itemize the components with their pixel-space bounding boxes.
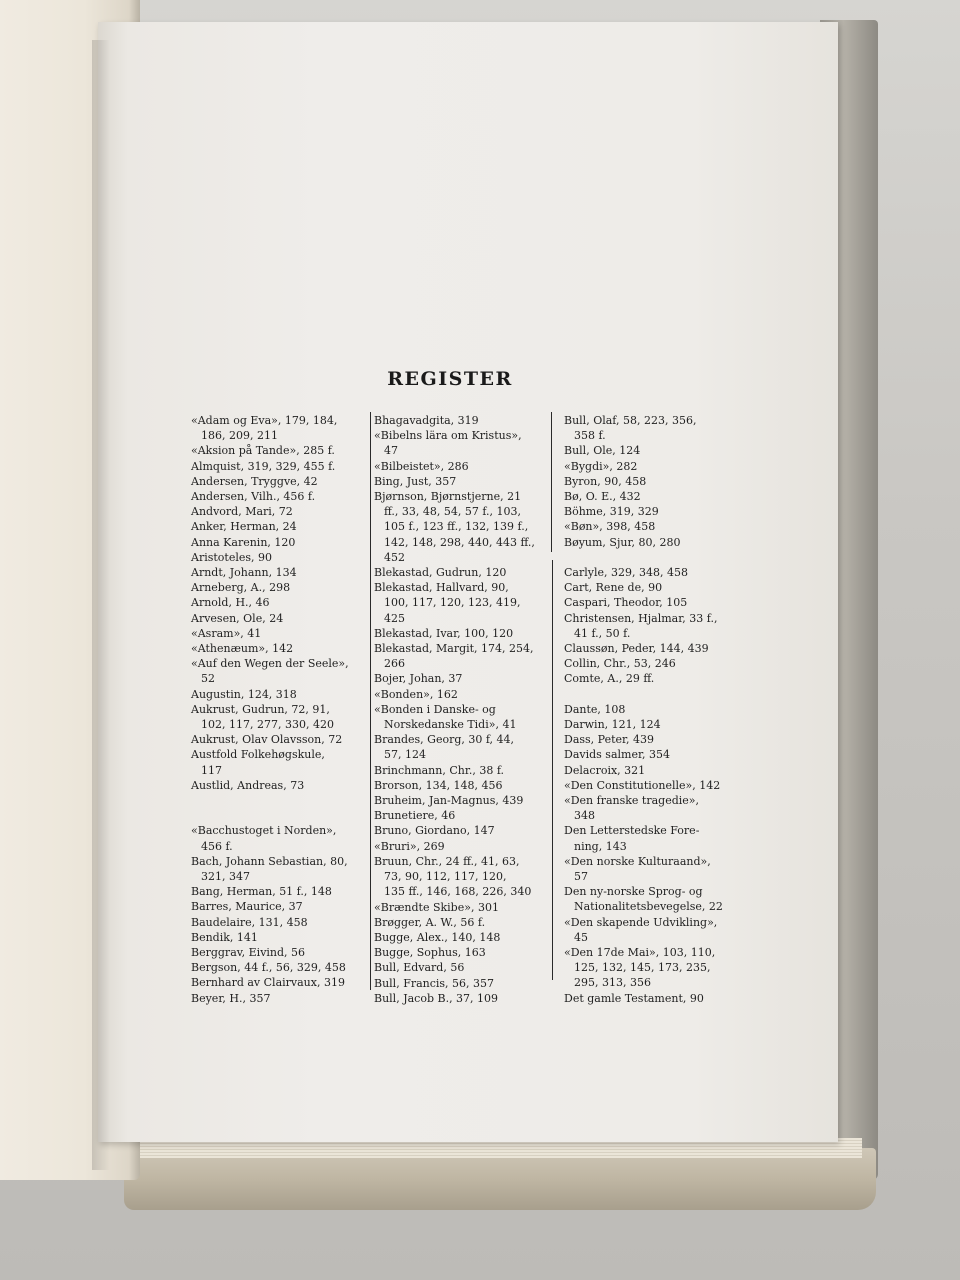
index-entry: [564, 474, 744, 489]
column-rule: [551, 412, 552, 552]
index-entry-line: «Brændte Skibe», 301: [374, 900, 499, 914]
index-entry-line: «Bonden», 162: [374, 687, 458, 701]
section-gap: [564, 687, 744, 702]
index-entry-continuation: 57: [574, 870, 588, 884]
index-entry-line: Bøyum, Sjur, 80, 280: [564, 535, 681, 549]
index-entry-continuation: 452: [384, 550, 405, 564]
index-entry: [374, 976, 552, 991]
index-entry: [191, 626, 369, 641]
index-entry: [564, 535, 744, 550]
index-entry: [564, 991, 744, 1006]
index-entry-line: «Auf den Wegen der Seele»,: [191, 657, 349, 671]
index-entry-line: Darwin, 121, 124: [564, 718, 661, 732]
index-entry-continuation: ning, 143: [574, 839, 627, 853]
index-entry: [564, 945, 744, 991]
index-entry-line: Brunetiere, 46: [374, 809, 456, 823]
index-entry-line: Berggrav, Eivind, 56: [191, 946, 306, 960]
index-entry-line: «Den franske tragedie»,: [564, 794, 700, 808]
index-entry-line: Austlid, Andreas, 73: [191, 778, 305, 792]
index-entry-line: Barres, Maurice, 37: [191, 900, 303, 914]
index-entry-line: Byron, 90, 458: [564, 474, 647, 488]
index-entry-line: Bang, Herman, 51 f., 148: [191, 885, 332, 899]
index-column-3: [564, 413, 744, 1006]
index-entry-continuation: 186, 209, 211: [201, 429, 278, 443]
index-entry-line: Caspari, Theodor, 105: [564, 596, 688, 610]
index-entry-line: Bruno, Giordano, 147: [374, 824, 495, 838]
index-entry: [564, 595, 744, 610]
index-entry: [191, 474, 369, 489]
index-entry: [191, 413, 369, 443]
index-entry: [191, 975, 369, 990]
index-entry: [374, 428, 552, 458]
index-entry-continuation: 321, 347: [201, 870, 250, 884]
index-entry: [564, 519, 744, 534]
index-entry-line: Arnold, H., 46: [191, 596, 270, 610]
index-entry-line: Arneberg, A., 298: [191, 581, 291, 595]
index-entry-line: Den ny-norske Sprog- og: [564, 885, 703, 899]
index-entry: [191, 443, 369, 458]
index-entry-line: Collin, Chr., 53, 246: [564, 657, 676, 671]
index-entry-line: Aukrust, Gudrun, 72, 91,: [191, 702, 330, 716]
index-entry-line: Austfold Folkehøgskule,: [191, 748, 325, 762]
index-entry-line: Aukrust, Olav Olavsson, 72: [191, 733, 343, 747]
index-entry: [191, 778, 369, 793]
index-entry: [191, 641, 369, 656]
index-entry-line: Beyer, H., 357: [191, 991, 271, 1005]
index-entry: [564, 641, 744, 656]
index-entry-continuation: Nationalitetsbevegelse, 22: [574, 900, 723, 914]
index-entry-continuation: 425: [384, 611, 405, 625]
index-entry-line: Blekastad, Margit, 174, 254,: [374, 642, 534, 656]
index-column-1: [191, 413, 369, 1006]
index-entry-line: Bruun, Chr., 24 ff., 41, 63,: [374, 854, 520, 868]
index-entry: [374, 808, 552, 823]
index-entry-line: Brøgger, A. W., 56 f.: [374, 915, 486, 929]
index-entry: [564, 732, 744, 747]
index-entry-line: «Den skapende Udvikling»,: [564, 915, 718, 929]
index-entry-line: «Aksion på Tande», 285 f.: [191, 444, 335, 458]
index-entry-line: «Bacchustoget i Norden»,: [191, 824, 337, 838]
index-entry-line: Bing, Just, 357: [374, 474, 457, 488]
index-entry: [191, 884, 369, 899]
index-entry: [191, 930, 369, 945]
index-entry-line: Aristoteles, 90: [191, 550, 273, 564]
index-entry-line: Bull, Olaf, 58, 223, 356,: [564, 414, 697, 427]
index-entry-continuation: ff., 33, 48, 54, 57 f., 103,: [384, 505, 522, 519]
index-entry: [564, 489, 744, 504]
index-entry: [564, 763, 744, 778]
index-entry: [564, 580, 744, 595]
index-entry-line: Bendik, 141: [191, 930, 258, 944]
index-entry: [374, 687, 552, 702]
index-entry: [191, 732, 369, 747]
index-entry-line: Augustin, 124, 318: [191, 687, 297, 701]
index-entry: [374, 839, 552, 854]
index-entry-line: Bach, Johann Sebastian, 80,: [191, 854, 348, 868]
index-entry-line: Carlyle, 329, 348, 458: [564, 566, 688, 580]
index-entry: [564, 854, 744, 884]
index-entry: [564, 747, 744, 762]
index-entry-line: Den Letterstedske Fore-: [564, 824, 700, 838]
index-entry-line: Dante, 108: [564, 702, 626, 716]
index-entry-continuation: 73, 90, 112, 117, 120,: [384, 870, 507, 884]
index-entry: [564, 504, 744, 519]
index-entry-line: Davids salmer, 354: [564, 748, 670, 762]
index-entry-line: «Bilbeistet», 286: [374, 459, 469, 473]
index-entry-line: Brorson, 134, 148, 456: [374, 778, 503, 792]
index-entry: [564, 413, 744, 443]
index-entry: [564, 793, 744, 823]
index-entry-continuation: 41 f., 50 f.: [574, 626, 631, 640]
index-entry-line: «Adam og Eva», 179, 184,: [191, 414, 338, 427]
index-entry-line: Blekastad, Ivar, 100, 120: [374, 626, 514, 640]
index-entry-continuation: 47: [384, 444, 398, 458]
index-entry: [564, 656, 744, 671]
index-entry: [374, 915, 552, 930]
index-entry: [191, 550, 369, 565]
index-entry: [374, 413, 552, 428]
index-entry-continuation: 117: [201, 763, 222, 777]
column-rule: [552, 560, 553, 980]
section-gap: [191, 793, 369, 808]
index-entry-line: Bull, Francis, 56, 357: [374, 976, 495, 990]
gutter-shadow: [92, 40, 110, 1170]
index-entry: [191, 915, 369, 930]
index-entry-line: «Den 17de Mai», 103, 110,: [564, 946, 716, 960]
index-entry-line: Bojer, Johan, 37: [374, 672, 463, 686]
index-entry-continuation: 57, 124: [384, 748, 426, 762]
index-entry-continuation: 105 f., 123 ff., 132, 139 f.,: [384, 520, 529, 534]
index-entry-line: Anker, Herman, 24: [191, 520, 297, 534]
index-entry-continuation: 142, 148, 298, 440, 443 ff.,: [384, 535, 535, 549]
index-entry: [191, 656, 369, 686]
index-entry-continuation: 295, 313, 356: [574, 976, 651, 990]
index-entry: [564, 884, 744, 914]
index-column-2: [374, 413, 552, 1006]
index-entry: [374, 763, 552, 778]
index-entry: [374, 960, 552, 975]
index-entry-line: Arvesen, Ole, 24: [191, 611, 284, 625]
index-entry-line: Andersen, Vilh., 456 f.: [191, 490, 316, 504]
index-entry: [191, 489, 369, 504]
index-entry-line: Blekastad, Gudrun, 120: [374, 566, 507, 580]
index-entry: [191, 747, 369, 777]
index-entry: [564, 778, 744, 793]
index-entry: [374, 732, 552, 762]
index-entry-line: Blekastad, Hallvard, 90,: [374, 581, 509, 595]
index-entry-continuation: 348: [574, 809, 595, 823]
index-entry: [564, 717, 744, 732]
section-gap: [564, 550, 744, 565]
index-entry-continuation: 456 f.: [201, 839, 233, 853]
index-entry: [191, 991, 369, 1006]
index-entry: [564, 611, 744, 641]
index-entry: [191, 580, 369, 595]
index-entry: [191, 565, 369, 580]
index-entry: [374, 459, 552, 474]
index-entry: [191, 504, 369, 519]
index-entry: [564, 702, 744, 717]
index-entry: [564, 459, 744, 474]
index-entry: [374, 930, 552, 945]
index-entry: [374, 900, 552, 915]
index-entry-line: Bruheim, Jan-Magnus, 439: [374, 794, 524, 808]
index-entry-line: Cart, Rene de, 90: [564, 581, 663, 595]
index-entry: [374, 854, 552, 900]
index-entry-continuation: 102, 117, 277, 330, 420: [201, 718, 334, 732]
index-entry: [374, 671, 552, 686]
index-entry-line: Brandes, Georg, 30 f, 44,: [374, 733, 515, 747]
index-entry-continuation: 135 ff., 146, 168, 226, 340: [384, 885, 532, 899]
index-entry-line: Anna Karenin, 120: [191, 535, 296, 549]
index-entry-continuation: 52: [201, 672, 215, 686]
index-entry: [374, 626, 552, 641]
index-entry: [374, 489, 552, 565]
index-entry-continuation: Norskedanske Tidi», 41: [384, 718, 517, 732]
index-entry: [374, 641, 552, 671]
index-entry: [191, 702, 369, 732]
index-entry: [374, 565, 552, 580]
index-entry-continuation: 45: [574, 930, 588, 944]
index-entry-continuation: 125, 132, 145, 173, 235,: [574, 961, 711, 975]
index-entry-line: Böhme, 319, 329: [564, 505, 659, 519]
index-entry: [374, 778, 552, 793]
index-entry: [191, 899, 369, 914]
index-entry: [191, 854, 369, 884]
index-entry: [191, 960, 369, 975]
index-entry-line: Bull, Jacob B., 37, 109: [374, 991, 499, 1005]
index-entry-continuation: 358 f.: [574, 429, 606, 443]
index-entry-line: Dass, Peter, 439: [564, 733, 655, 747]
index-entry-line: Christensen, Hjalmar, 33 f.,: [564, 611, 718, 625]
index-entry: [191, 823, 369, 853]
column-rule: [370, 412, 371, 990]
index-entry-line: «Den norske Kulturaand»,: [564, 854, 711, 868]
index-entry-line: «Bibelns lära om Kristus»,: [374, 429, 522, 443]
index-entry: [191, 687, 369, 702]
section-gap: [191, 808, 369, 823]
index-entry-line: Bhagavadgita, 319: [374, 414, 479, 427]
index-entry: [191, 611, 369, 626]
index-entry: [374, 823, 552, 838]
index-entry: [564, 443, 744, 458]
index-entry-line: «Bonden i Danske- og: [374, 702, 496, 716]
index-entry-line: Comte, A., 29 ff.: [564, 672, 655, 686]
index-entry-continuation: 266: [384, 657, 405, 671]
index-entry-line: Bull, Ole, 124: [564, 444, 641, 458]
index-entry: [374, 702, 552, 732]
index-entry: [191, 945, 369, 960]
index-entry-line: Bugge, Sophus, 163: [374, 946, 486, 960]
index-entry: [374, 580, 552, 626]
index-entry-line: «Bøn», 398, 458: [564, 520, 656, 534]
index-entry-line: Claussøn, Peder, 144, 439: [564, 642, 709, 656]
index-entry: [191, 595, 369, 610]
index-entry-line: Bergson, 44 f., 56, 329, 458: [191, 961, 346, 975]
index-entry-line: Bull, Edvard, 56: [374, 961, 465, 975]
index-entry-line: Bugge, Alex., 140, 148: [374, 930, 501, 944]
index-entry-continuation: 100, 117, 120, 123, 419,: [384, 596, 521, 610]
index-entry-line: «Den Constitutionelle», 142: [564, 778, 721, 792]
index-entry: [564, 565, 744, 580]
index-entry: [564, 823, 744, 853]
index-entry-line: Det gamle Testament, 90: [564, 991, 704, 1005]
index-entry: [374, 793, 552, 808]
index-entry: [374, 474, 552, 489]
index-entry-line: Andersen, Tryggve, 42: [191, 474, 318, 488]
index-entry: [564, 915, 744, 945]
index-entry: [191, 519, 369, 534]
index-entry: [374, 945, 552, 960]
index-entry: [564, 671, 744, 686]
index-entry: [374, 991, 552, 1006]
page-title: REGISTER: [387, 368, 513, 390]
index-entry: [191, 535, 369, 550]
index-entry-line: Bø, O. E., 432: [564, 490, 641, 504]
index-entry-line: Arndt, Johann, 134: [191, 566, 297, 580]
index-entry-line: Andvord, Mari, 72: [191, 505, 293, 519]
index-entry-line: «Asram», 41: [191, 626, 262, 640]
index-entry-line: Bernhard av Clairvaux, 319: [191, 976, 345, 990]
index-entry-line: Brinchmann, Chr., 38 f.: [374, 763, 505, 777]
index-entry-line: Baudelaire, 131, 458: [191, 915, 308, 929]
index-entry-line: «Bruri», 269: [374, 839, 445, 853]
index-entry-line: «Athenæum», 142: [191, 642, 294, 656]
index-entry: [191, 459, 369, 474]
index-entry-line: Almquist, 319, 329, 455 f.: [191, 459, 336, 473]
index-entry-line: Bjørnson, Bjørnstjerne, 21: [374, 490, 522, 504]
index-entry-line: «Bygdi», 282: [564, 459, 638, 473]
index-entry-line: Delacroix, 321: [564, 763, 646, 777]
